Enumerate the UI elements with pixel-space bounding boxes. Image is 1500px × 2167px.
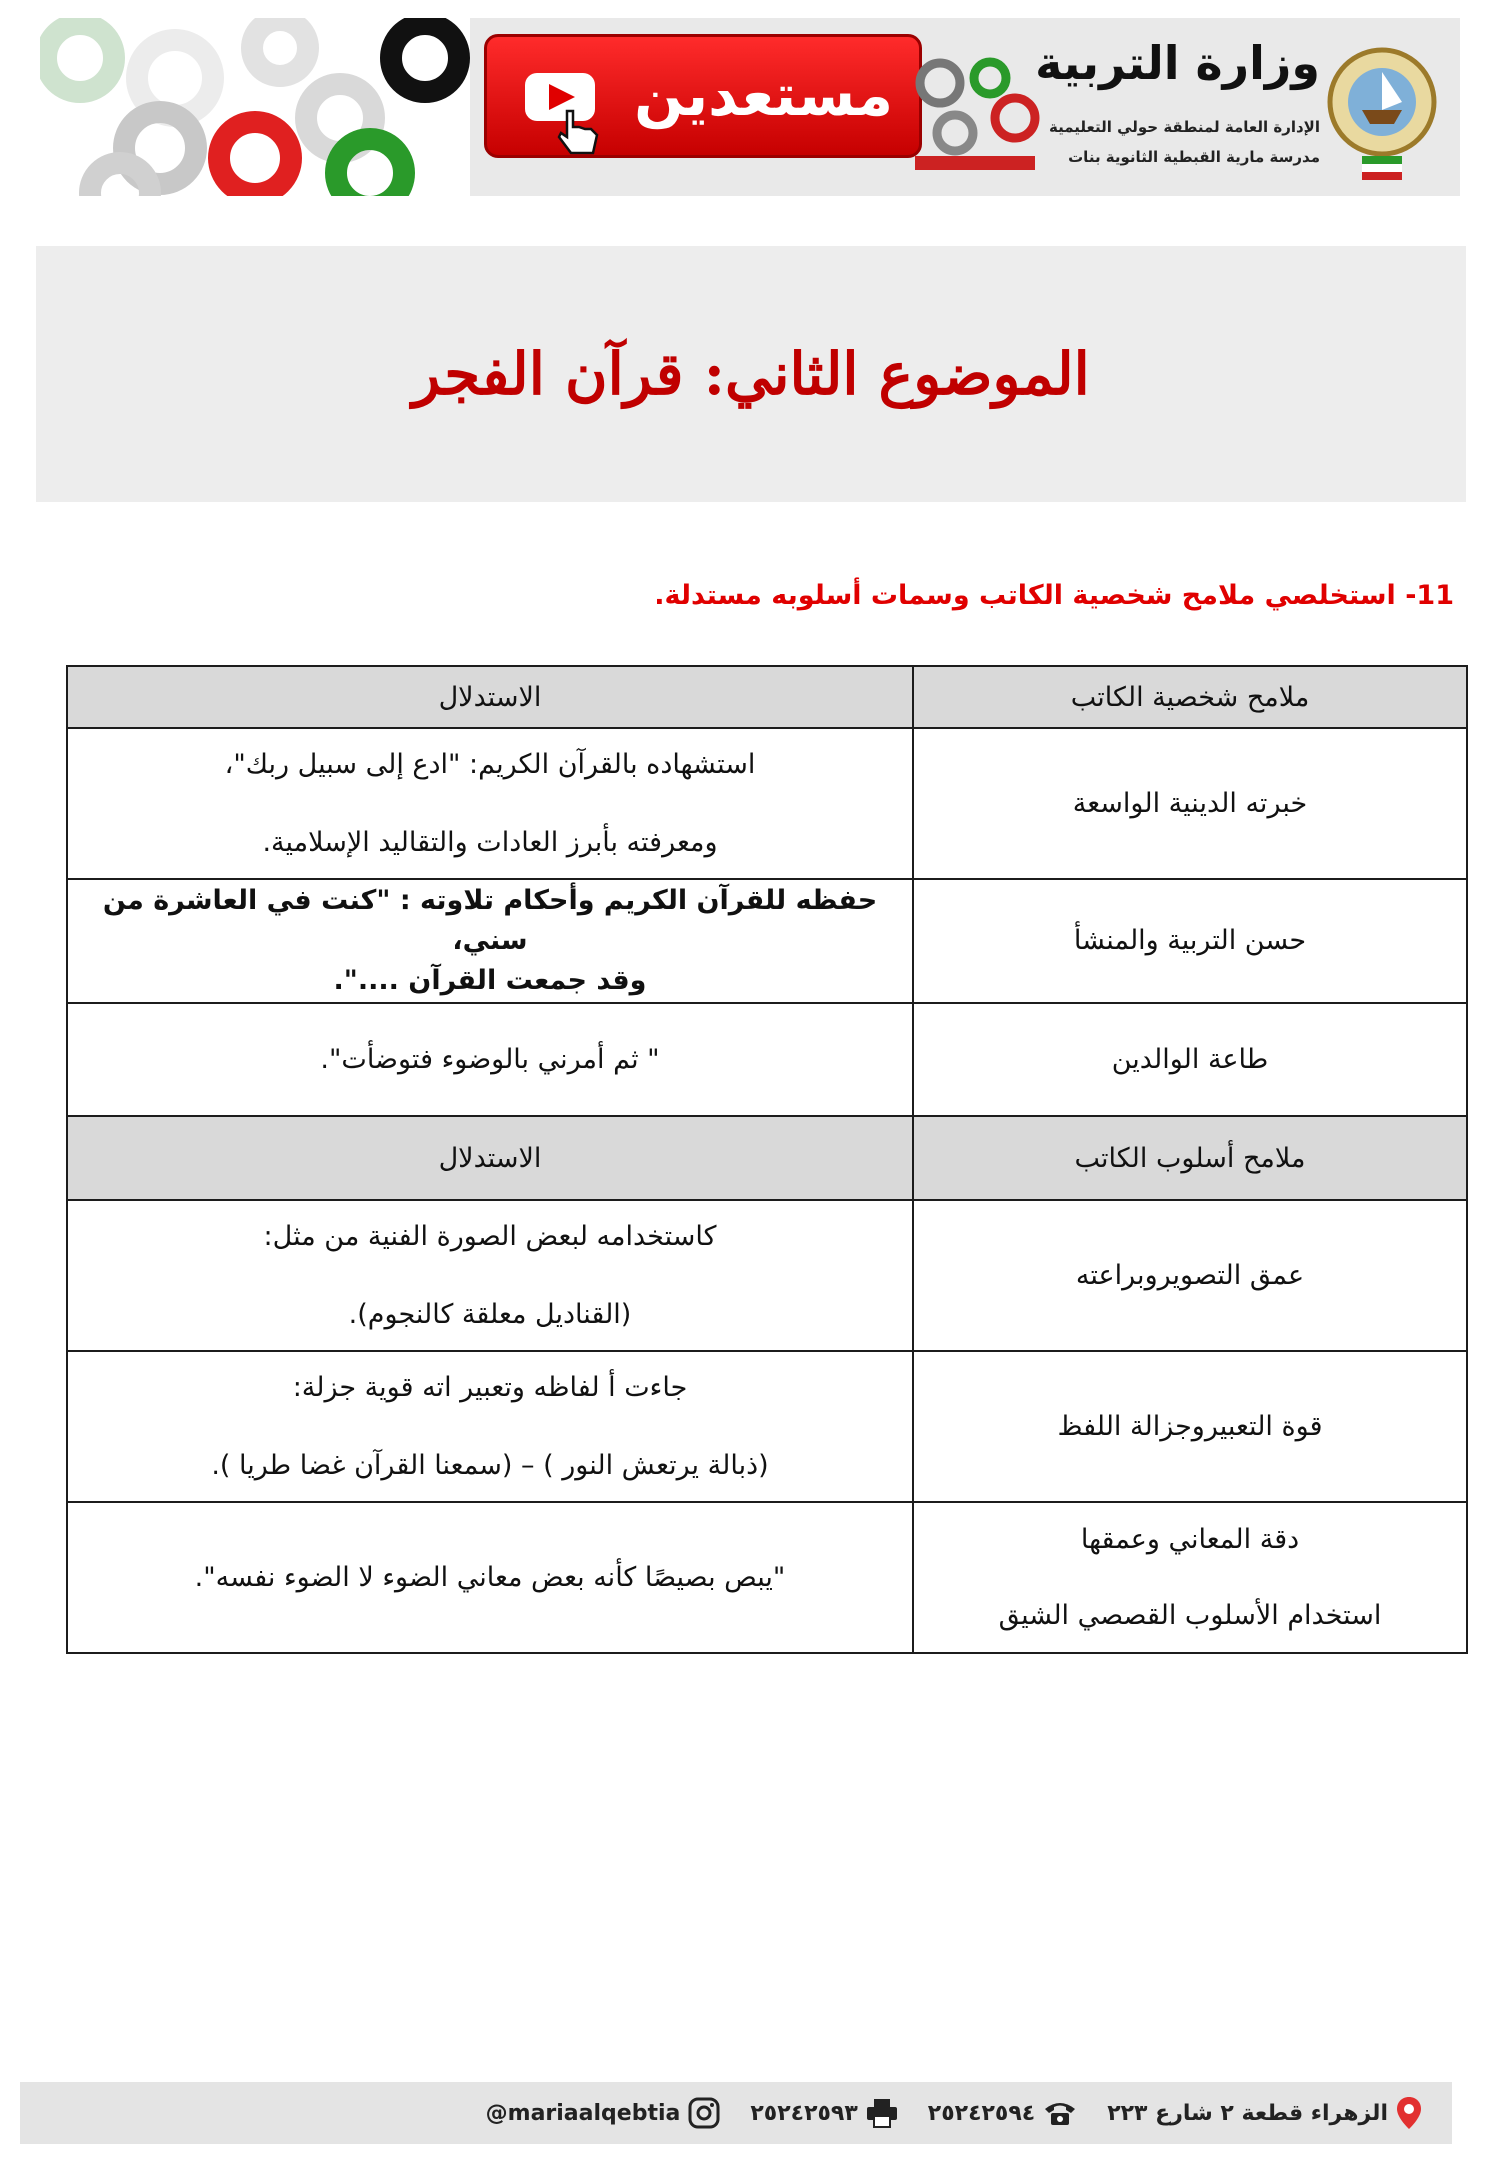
footer-fax-text: ٢٥٢٤٢٥٩٣ bbox=[750, 2100, 858, 2126]
hand-cursor-icon bbox=[557, 107, 601, 157]
footer-phone bbox=[928, 2099, 1077, 2127]
table-row bbox=[67, 1502, 1467, 1653]
evidence-text: وقد جمعت القرآن ....". bbox=[333, 965, 647, 996]
table-row bbox=[67, 1351, 1467, 1502]
feature-cell bbox=[913, 1003, 1467, 1116]
ministry-title: وزارة التربية bbox=[1035, 36, 1320, 90]
feature-text: حسن التربية والمنشأ bbox=[1073, 925, 1307, 956]
footer-fax bbox=[750, 2098, 897, 2128]
feature-cell bbox=[913, 879, 1467, 1003]
question-text: 11- استخلصي ملامح شخصية الكاتب وسمات أسلوبه مستدلة. bbox=[654, 580, 1454, 611]
promo-button[interactable] bbox=[484, 34, 922, 158]
title-box bbox=[36, 246, 1466, 502]
evidence-text: (ذبالة يرتعش النور ) – (سمعنا القرآن غضا طريا ). bbox=[211, 1449, 769, 1481]
page-title: الموضوع الثاني: قرآن الفجر bbox=[412, 340, 1090, 408]
directorate-name: الإدارة العامة لمنطقة حولي التعليمية bbox=[1048, 118, 1320, 136]
kuwait-emblem-icon bbox=[1322, 32, 1442, 182]
evidence-cell bbox=[67, 1502, 913, 1653]
feature-text: استخدام الأسلوب القصصي الشيق bbox=[998, 1599, 1382, 1631]
evidence-cell bbox=[67, 728, 913, 879]
evidence-cell bbox=[67, 1003, 913, 1116]
evidence-text: استشهاده بالقرآن الكريم: "ادع إلى سبيل ربك"، bbox=[224, 748, 756, 780]
feature-header-cell: ملامح شخصية الكاتب bbox=[913, 666, 1467, 728]
feature-text: خبرته الدينية الواسعة bbox=[1072, 787, 1308, 819]
footer-address-text: الزهراء قطعة ٢ شارع ٢٢٣ bbox=[1107, 2100, 1388, 2126]
feature-cell bbox=[913, 1502, 1467, 1653]
evidence-text: جاءت أ لفاظه وتعبير اته قوية جزلة: bbox=[292, 1371, 688, 1403]
evidence-text: (القناديل معلقة كالنجوم). bbox=[348, 1298, 632, 1330]
footer-address bbox=[1107, 2096, 1422, 2130]
feature-header-cell: ملامح أسلوب الكاتب bbox=[913, 1116, 1467, 1200]
evidence-header-cell: الاستدلال bbox=[67, 1116, 913, 1200]
header-banner bbox=[40, 18, 1460, 196]
promo-label: مستعدين bbox=[634, 61, 893, 129]
footer-bar bbox=[20, 2082, 1452, 2144]
printer-icon bbox=[866, 2098, 898, 2128]
location-pin-icon bbox=[1396, 2096, 1422, 2130]
table-header-row bbox=[67, 666, 1467, 728]
table-header-row bbox=[67, 1116, 1467, 1200]
school-name: مدرسة مارية القبطية الثانوية بنات bbox=[1068, 148, 1320, 166]
school-logo-icon bbox=[900, 48, 1050, 178]
evidence-text: "يبص بصيصًا كأنه بعض معاني الضوء لا الضوء نفسه". bbox=[194, 1561, 786, 1593]
feature-text: طاعة الوالدين bbox=[1111, 1043, 1269, 1075]
footer-instagram-handle: @mariaalqebtia bbox=[485, 2100, 681, 2126]
table-row bbox=[67, 879, 1467, 1003]
evidence-text: ومعرفته بأبرز العادات والتقاليد الإسلامية. bbox=[262, 826, 718, 858]
table-row bbox=[67, 728, 1467, 879]
footer-instagram[interactable] bbox=[486, 2097, 721, 2129]
feature-cell bbox=[913, 728, 1467, 879]
feature-cell bbox=[913, 1351, 1467, 1502]
feature-cell bbox=[913, 1200, 1467, 1351]
feature-text: قوة التعبيروجزالة اللفظ bbox=[1057, 1410, 1323, 1442]
gears-decoration-icon bbox=[40, 18, 470, 196]
evidence-cell bbox=[67, 1351, 913, 1502]
table-row bbox=[67, 1003, 1467, 1116]
evidence-cell bbox=[67, 1200, 913, 1351]
feature-text: دقة المعاني وعمقها bbox=[1080, 1523, 1300, 1555]
instagram-icon bbox=[688, 2097, 720, 2129]
telephone-icon bbox=[1043, 2099, 1077, 2127]
evidence-header-cell: الاستدلال bbox=[67, 666, 913, 728]
footer-phone-text: ٢٥٢٤٢٥٩٤ bbox=[927, 2100, 1036, 2126]
evidence-cell bbox=[67, 879, 913, 1003]
table-row bbox=[67, 1200, 1467, 1351]
feature-text: عمق التصويروبراعته bbox=[1075, 1259, 1305, 1291]
evidence-text: " ثم أمرني بالوضوء فتوضأت". bbox=[320, 1043, 660, 1075]
analysis-table bbox=[66, 665, 1468, 1654]
evidence-text: كاستخدامه لبعض الصورة الفنية من مثل: bbox=[263, 1220, 717, 1252]
evidence-text: حفظه للقرآن الكريم وأحكام تلاوته : "كنت في العاشرة من سني، bbox=[102, 885, 878, 956]
